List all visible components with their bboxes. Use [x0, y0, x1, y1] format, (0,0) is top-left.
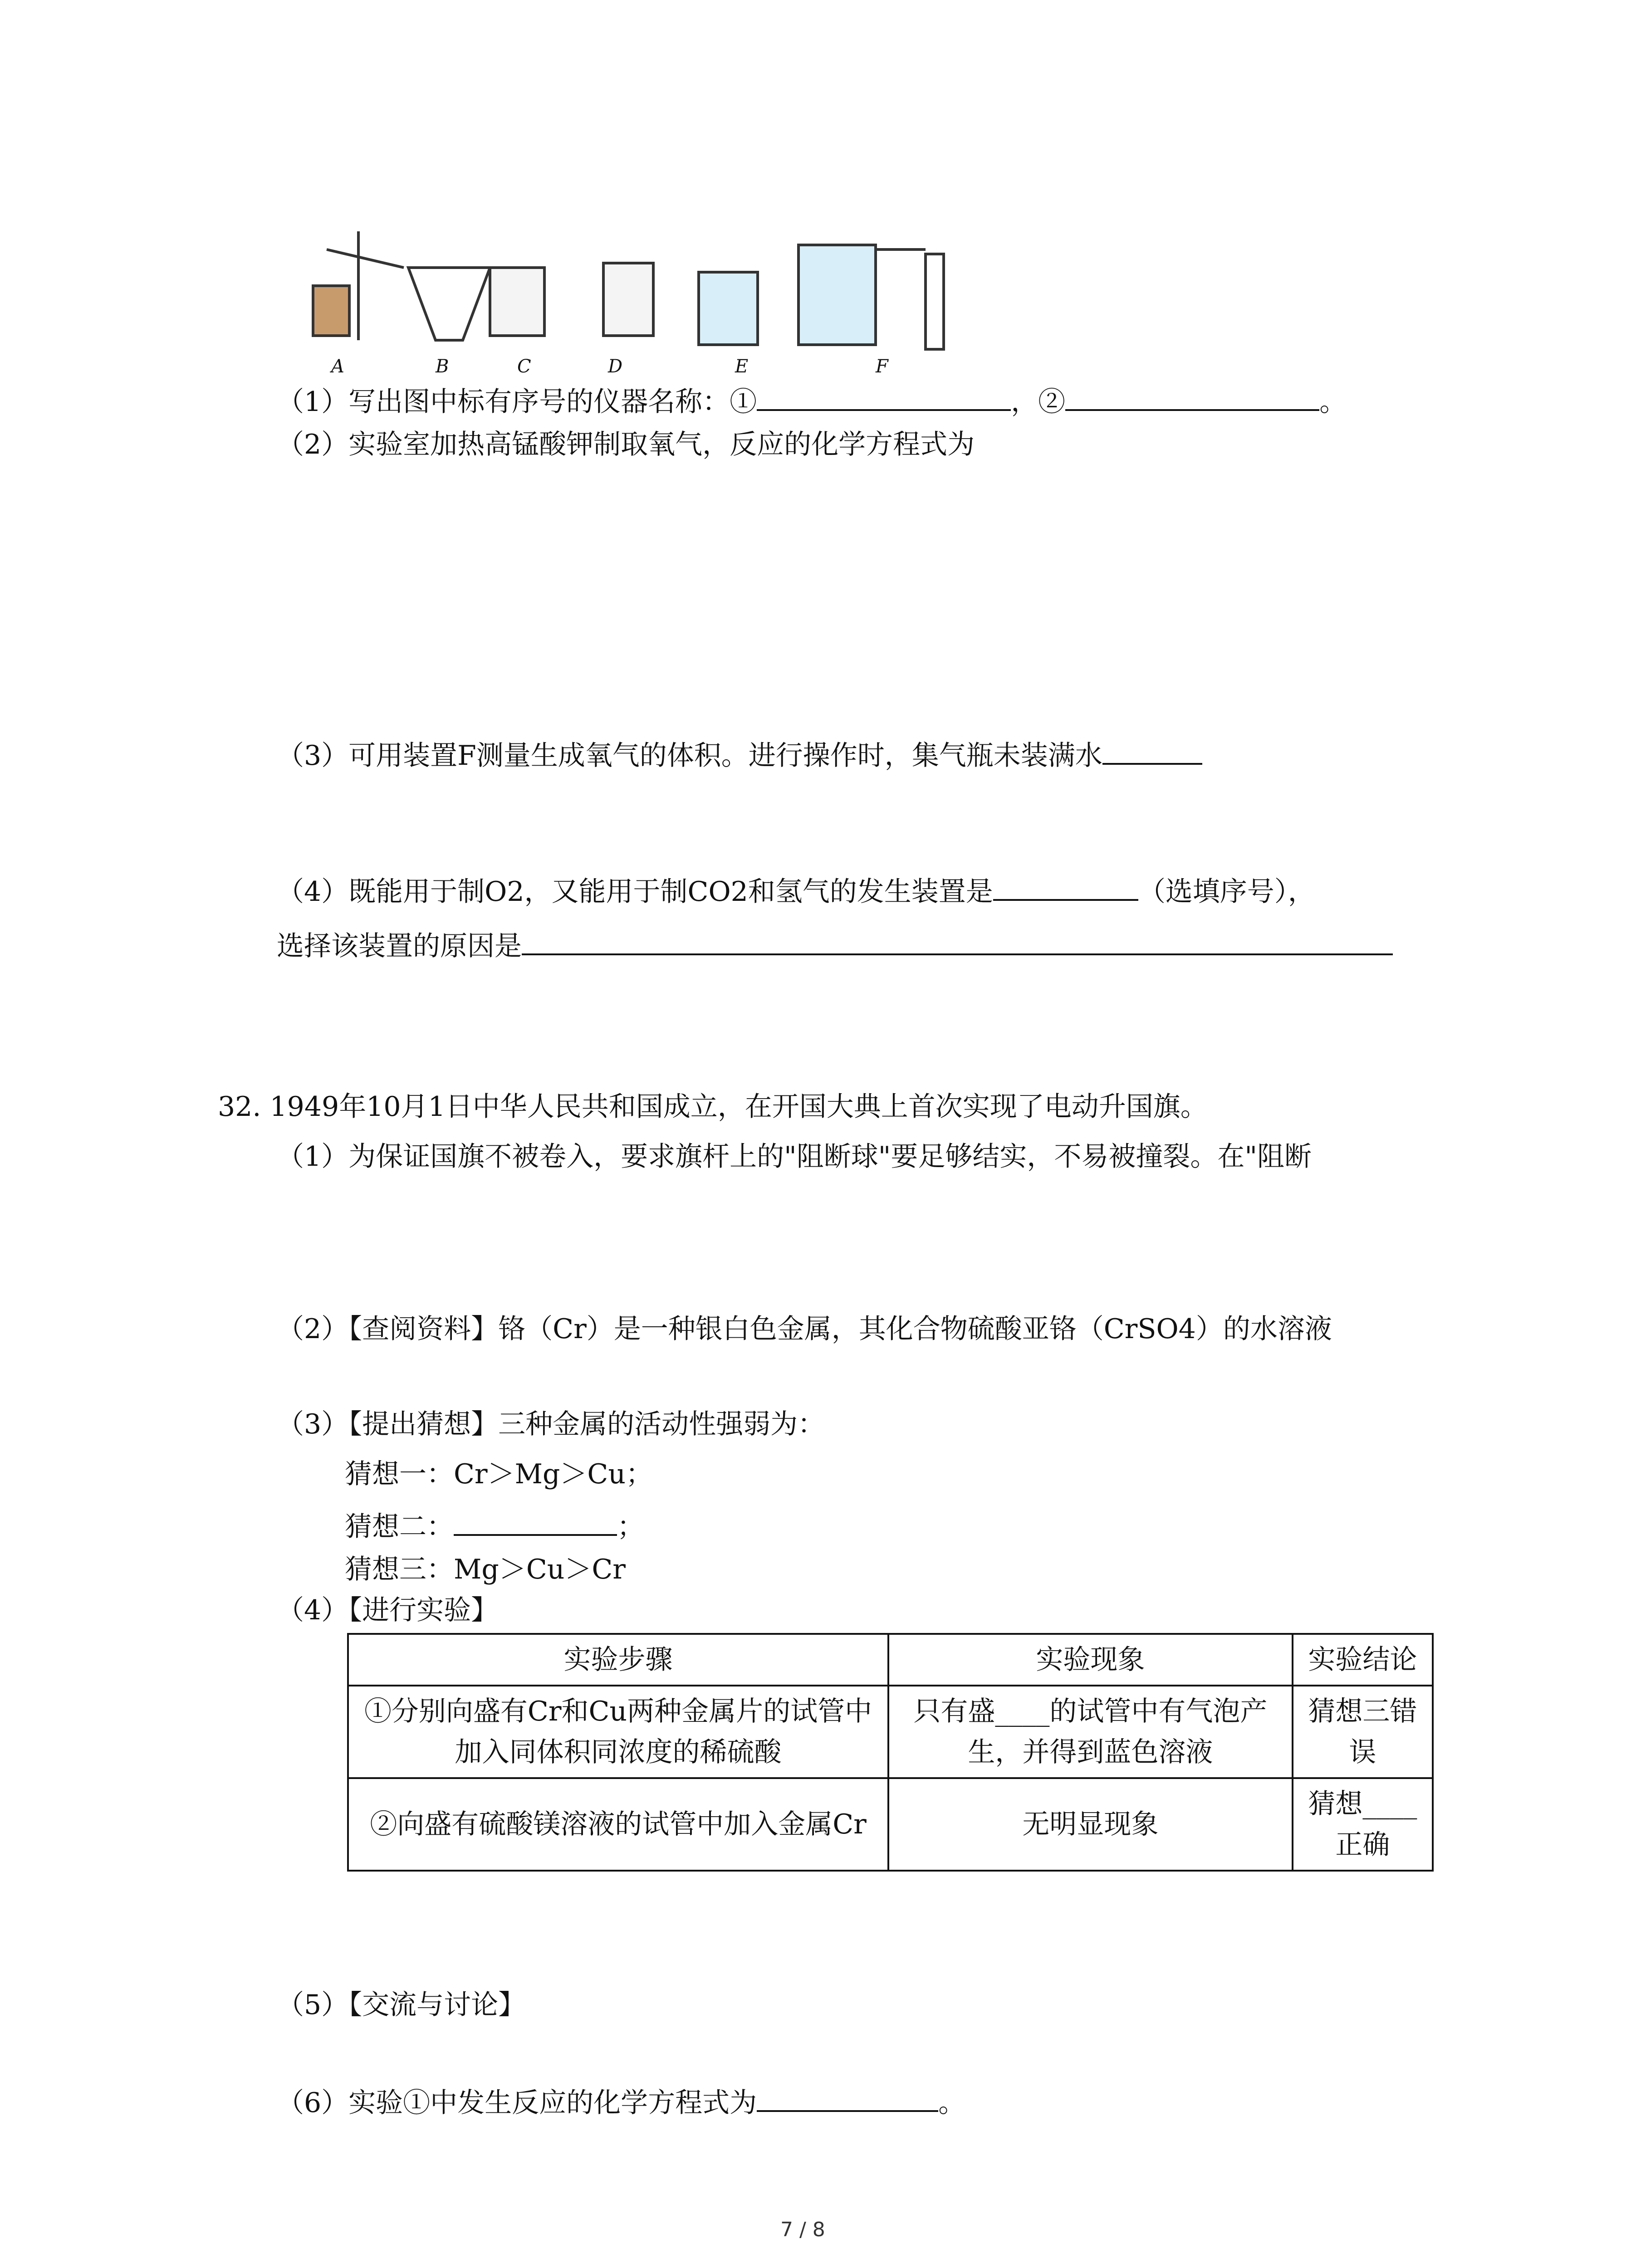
table-cell: ①分别向盛有Cr和Cu两种金属片的试管中加入同体积同浓度的稀硫酸: [348, 1686, 888, 1778]
guess-2: 猜想二： ；: [345, 1511, 644, 1543]
table-header: 实验现象: [888, 1634, 1293, 1686]
q32-p4: （4）【进行实验】: [277, 1594, 499, 1626]
table-header: 实验结论: [1293, 1634, 1433, 1686]
fig-label-c: C: [517, 356, 531, 377]
experiment-table: [347, 1633, 1434, 1872]
table-cell: 只有盛____的试管中有气泡产生，并得到蓝色溶液: [888, 1686, 1293, 1778]
table-cell: 猜想____正确: [1293, 1778, 1433, 1871]
q32-p3: （3）【提出猜想】三种金属的活动性强弱为：: [277, 1408, 825, 1440]
page-number: 7 / 8: [780, 2218, 825, 2241]
fig-label-d: D: [608, 356, 623, 377]
q32-p1: （1）为保证国旗不被卷入，要求旗杆上的"阻断球"要足够结实，不易被撞裂。在"阻断: [277, 1141, 1312, 1173]
fig-label-e: E: [735, 356, 749, 377]
q31-2: （2）实验室加热高锰酸钾制取氧气，反应的化学方程式为: [277, 429, 975, 460]
q31-1: （1）写出图中标有序号的仪器名称：① ，② 。: [277, 386, 1347, 418]
guess-3: 猜想三：Mg＞Cu＞Cr: [345, 1554, 626, 1585]
q31-5: 选择该装置的原因是: [277, 930, 1393, 960]
table-header: 实验步骤: [348, 1634, 888, 1686]
fig-label-a: A: [331, 356, 344, 377]
fig-label-f: F: [876, 356, 888, 377]
q32-p6: （6）实验①中发生反应的化学方程式为 。: [277, 2087, 966, 2119]
q31-4: （4）既能用于制O2，又能用于制CO2和氢气的发生装置是 （选填序号），: [277, 876, 1315, 908]
q32-intro: 32. 1949年10月1日中华人民共和国成立，在开国大典上首次实现了电动升国旗。: [218, 1091, 1208, 1123]
table-cell: 猜想三错误: [1293, 1686, 1433, 1778]
q32-p5: （5）【交流与讨论】: [277, 1989, 526, 2021]
q32-p2: （2）【查阅资料】铬（Cr）是一种银白色金属，其化合物硫酸亚铬（CrSO4）的水溶液: [277, 1313, 1332, 1345]
apparatus-figure: [272, 213, 953, 363]
fig-label-b: B: [436, 356, 449, 377]
q31-3: （3）可用装置F测量生成氧气的体积。进行操作时，集气瓶未装满水: [277, 739, 1202, 769]
guess-1: 猜想一：Cr＞Mg＞Cu；: [345, 1458, 653, 1490]
table-cell: 无明显现象: [888, 1778, 1293, 1871]
table-cell: ②向盛有硫酸镁溶液的试管中加入金属Cr: [348, 1778, 888, 1871]
